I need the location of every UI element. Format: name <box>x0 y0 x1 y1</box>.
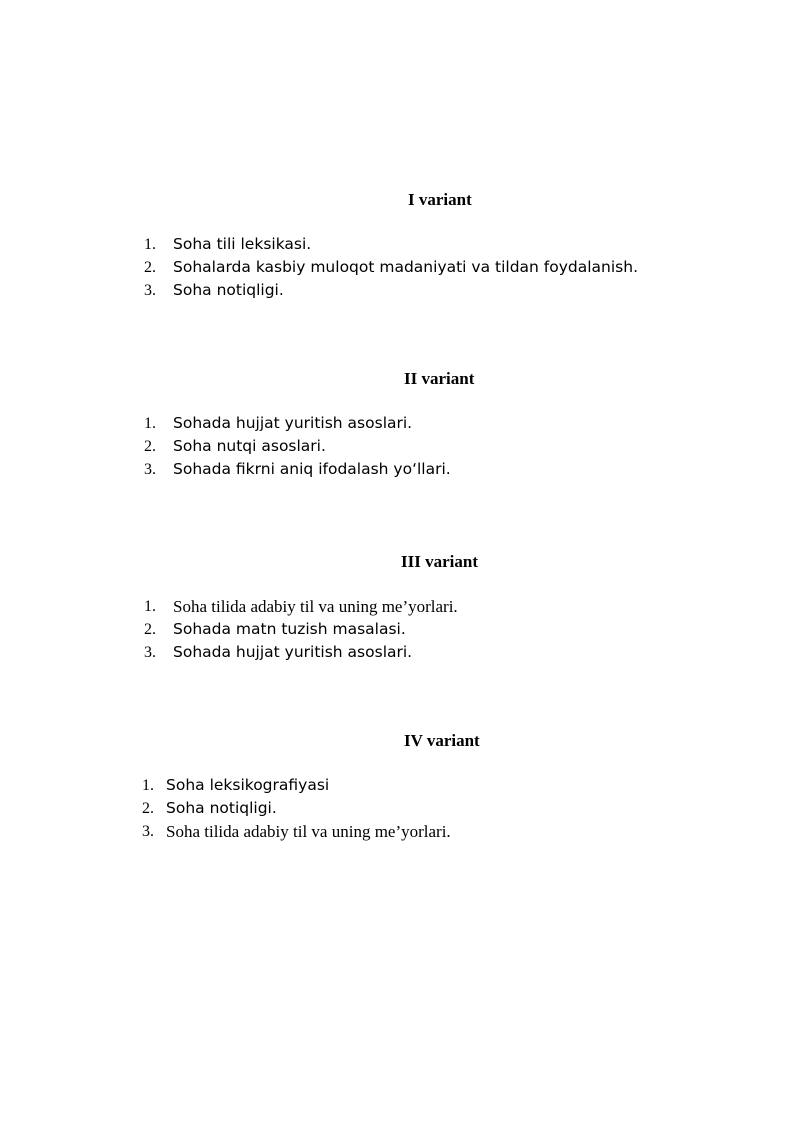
item-text: Soha nutqi asoslari. <box>173 437 326 455</box>
item-text: Sohada fikrni aniq ifodalash yo‘llari. <box>173 460 451 478</box>
item-text: Soha tilida adabiy til va uning me’yorlari. <box>173 597 458 616</box>
item-number: 3. <box>144 644 156 661</box>
variant-title: I variant <box>408 190 472 209</box>
item-number: 1. <box>142 777 154 794</box>
item-text: Soha notiqligi. <box>166 799 277 817</box>
item-number: 1. <box>144 415 156 432</box>
item-text: Sohada matn tuzish masalasi. <box>173 620 406 638</box>
variant-title: IV variant <box>404 731 480 750</box>
item-text: Sohada hujjat yuritish asoslari. <box>173 643 413 661</box>
item-number: 1. <box>144 236 156 253</box>
item-number: 1. <box>144 598 156 615</box>
item-number: 3. <box>142 823 154 840</box>
item-number: 2. <box>142 800 154 817</box>
item-number: 3. <box>144 282 156 299</box>
item-number: 2. <box>144 259 156 276</box>
item-number: 2. <box>144 438 156 455</box>
item-text: Soha tili leksikasi. <box>173 235 312 253</box>
item-number: 2. <box>144 621 156 638</box>
item-text: Sohalarda kasbiy muloqot madaniyati va tildan foydalanish. <box>173 258 639 276</box>
item-text: Soha tilida adabiy til va uning me’yorlari. <box>166 822 451 841</box>
item-text: Soha leksikografiyasi <box>166 776 330 794</box>
item-text: Sohada hujjat yuritish asoslari. <box>173 414 413 432</box>
variant-title: III variant <box>401 552 478 571</box>
item-number: 3. <box>144 461 156 478</box>
item-text: Soha notiqligi. <box>173 281 284 299</box>
variant-title: II variant <box>404 369 475 388</box>
